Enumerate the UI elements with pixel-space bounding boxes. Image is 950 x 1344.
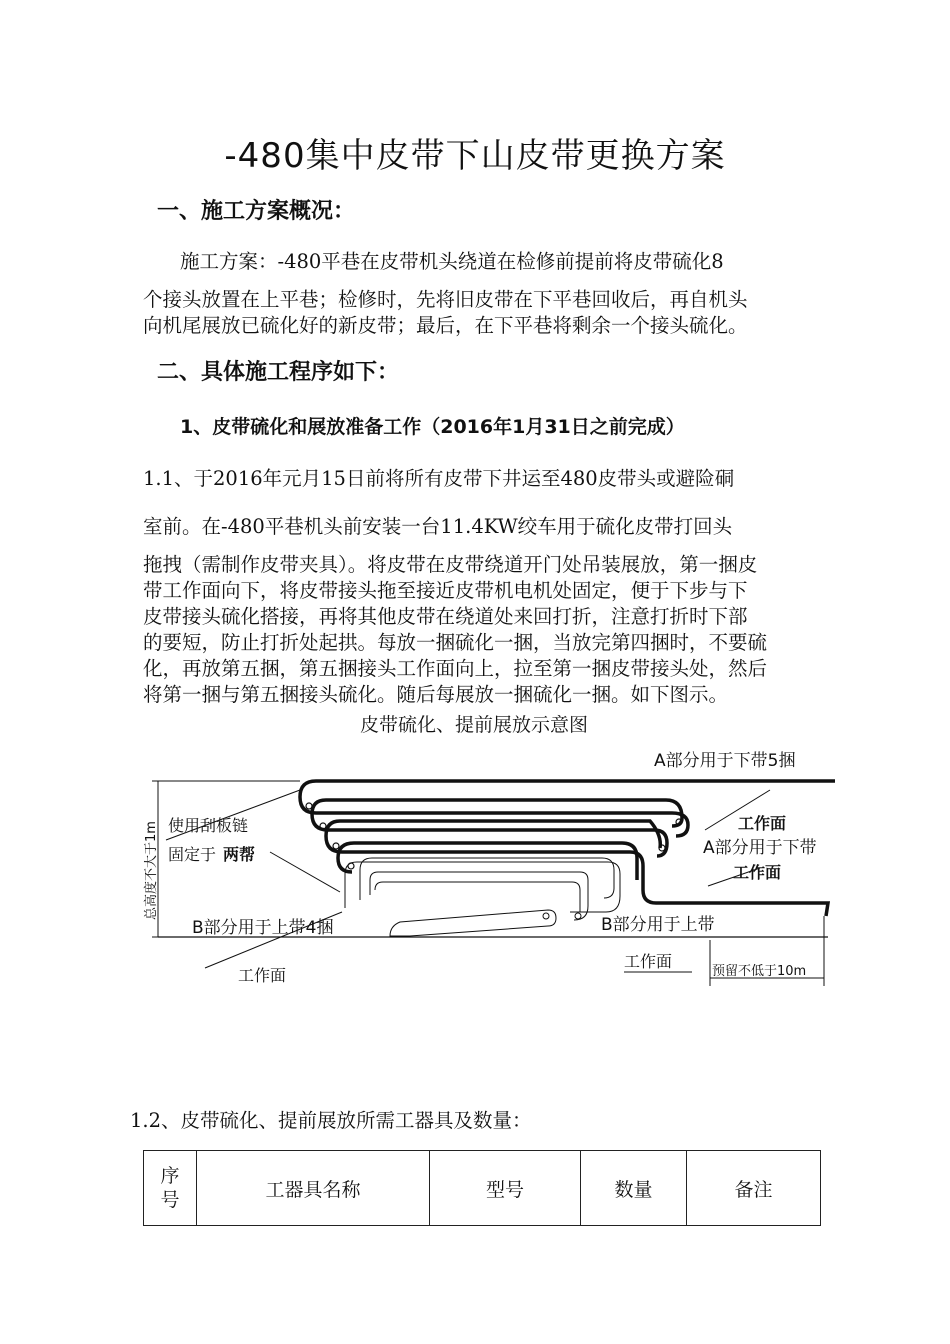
label-height: 总高度不大于1m — [144, 821, 159, 920]
header-cell: 序 号 — [144, 1151, 197, 1226]
figure-caption: 皮带硫化、提前展放示意图 — [360, 714, 589, 736]
label-fix-2b: 两帮 — [223, 845, 256, 864]
header-cell: 备注 — [687, 1151, 821, 1226]
label-work-face-right: 工作面 — [624, 952, 673, 971]
label-fix-1: 使用刮板链 — [168, 816, 249, 835]
belt-b-4 — [375, 882, 580, 912]
header-cell: 工器具名称 — [197, 1151, 430, 1226]
label-work-face-1: 工作面 — [738, 814, 787, 833]
label-a-down: A部分用于下带 — [703, 838, 817, 858]
paragraph-1-1-line-6: 的要短，防止打折处起拱。每放一捆硫化一捆，当放完第四捆时，不要硫 — [143, 631, 768, 654]
paragraph-1-1-line-7: 化，再放第五捆，第五捆接头工作面向上，拉至第一捆皮带接头处，然后 — [143, 657, 768, 680]
section1-heading: 一、施工方案概况： — [157, 199, 356, 224]
paragraph-1-1-line-3: 拖拽（需制作皮带夹具）。将皮带在皮带绕道开门处吊装展放，第一捆皮 — [143, 553, 758, 576]
belt-b-end-2 — [575, 913, 581, 919]
section2-heading: 二、具体施工程序如下： — [157, 360, 400, 385]
subsection-1-heading: 1、皮带硫化和展放准备工作（2016年1月31日之前完成） — [180, 416, 685, 438]
paragraph-1-1-line-8: 将第一捆与第五捆接头硫化。随后每展放一捆硫化一捆。如下图示。 — [143, 683, 729, 706]
belt-a-fold-1 — [312, 800, 682, 856]
belt-end-3 — [333, 843, 339, 849]
section1-line-3: 向机尾展放已硫化好的新皮带；最后，在下平巷将剩余一个接头硫化。 — [143, 314, 748, 337]
label-fix-2a: 固定于 — [168, 845, 217, 864]
paragraph-1-1-line-1: 1.1、于2016年元月15日前将所有皮带下井运至480皮带头或避险硐 — [143, 467, 735, 490]
belt-end-6 — [659, 845, 665, 851]
belt-b-5 — [390, 910, 556, 936]
label-b-up: B部分用于上带 — [601, 915, 715, 935]
section1-line-1: 施工方案：-480平巷在皮带机头绕道在检修前提前将皮带硫化8 — [180, 250, 724, 273]
belt-end-1 — [306, 803, 312, 809]
paragraph-1-1-line-4: 带工作面向下，将皮带接头拖至接近皮带机电机处固定，便于下步与下 — [143, 579, 748, 602]
belt-b-1 — [360, 858, 614, 900]
label-reserve: 预留不低于10m — [712, 964, 807, 979]
label-work-face-2: 工作面 — [733, 863, 782, 882]
paragraph-1-1-line-5: 皮带接头硫化搭接，再将其他皮带在绕道处来回打折，注意打折时下部 — [143, 605, 748, 628]
belt-diagram — [0, 740, 950, 1000]
label-a-down-5: A部分用于下带5捆 — [654, 751, 796, 771]
belt-b-3 — [370, 872, 588, 920]
section1-line-2: 个接头放置在上平巷；检修时，先将旧皮带在下平巷回收后，再自机头 — [143, 288, 748, 311]
belt-b-2 — [345, 862, 620, 912]
leader-fix-2 — [270, 852, 340, 892]
document-title: -480集中皮带下山皮带更换方案 — [224, 136, 726, 176]
label-work-face-left: 工作面 — [238, 966, 287, 985]
tools-table — [143, 1150, 821, 1226]
paragraph-1-1-line-2: 室前。在-480平巷机头前安装一台11.4KW绞车用于硫化皮带打回头 — [143, 515, 733, 538]
label-b-up-4: B部分用于上带4捆 — [192, 918, 334, 938]
table-header-row — [144, 1151, 821, 1226]
belt-b-end — [543, 913, 549, 919]
header-cell: 型号 — [430, 1151, 581, 1226]
header-cell: 数量 — [581, 1151, 687, 1226]
paragraph-1-2: 1.2、皮带硫化、提前展放所需工器具及数量： — [130, 1109, 532, 1132]
